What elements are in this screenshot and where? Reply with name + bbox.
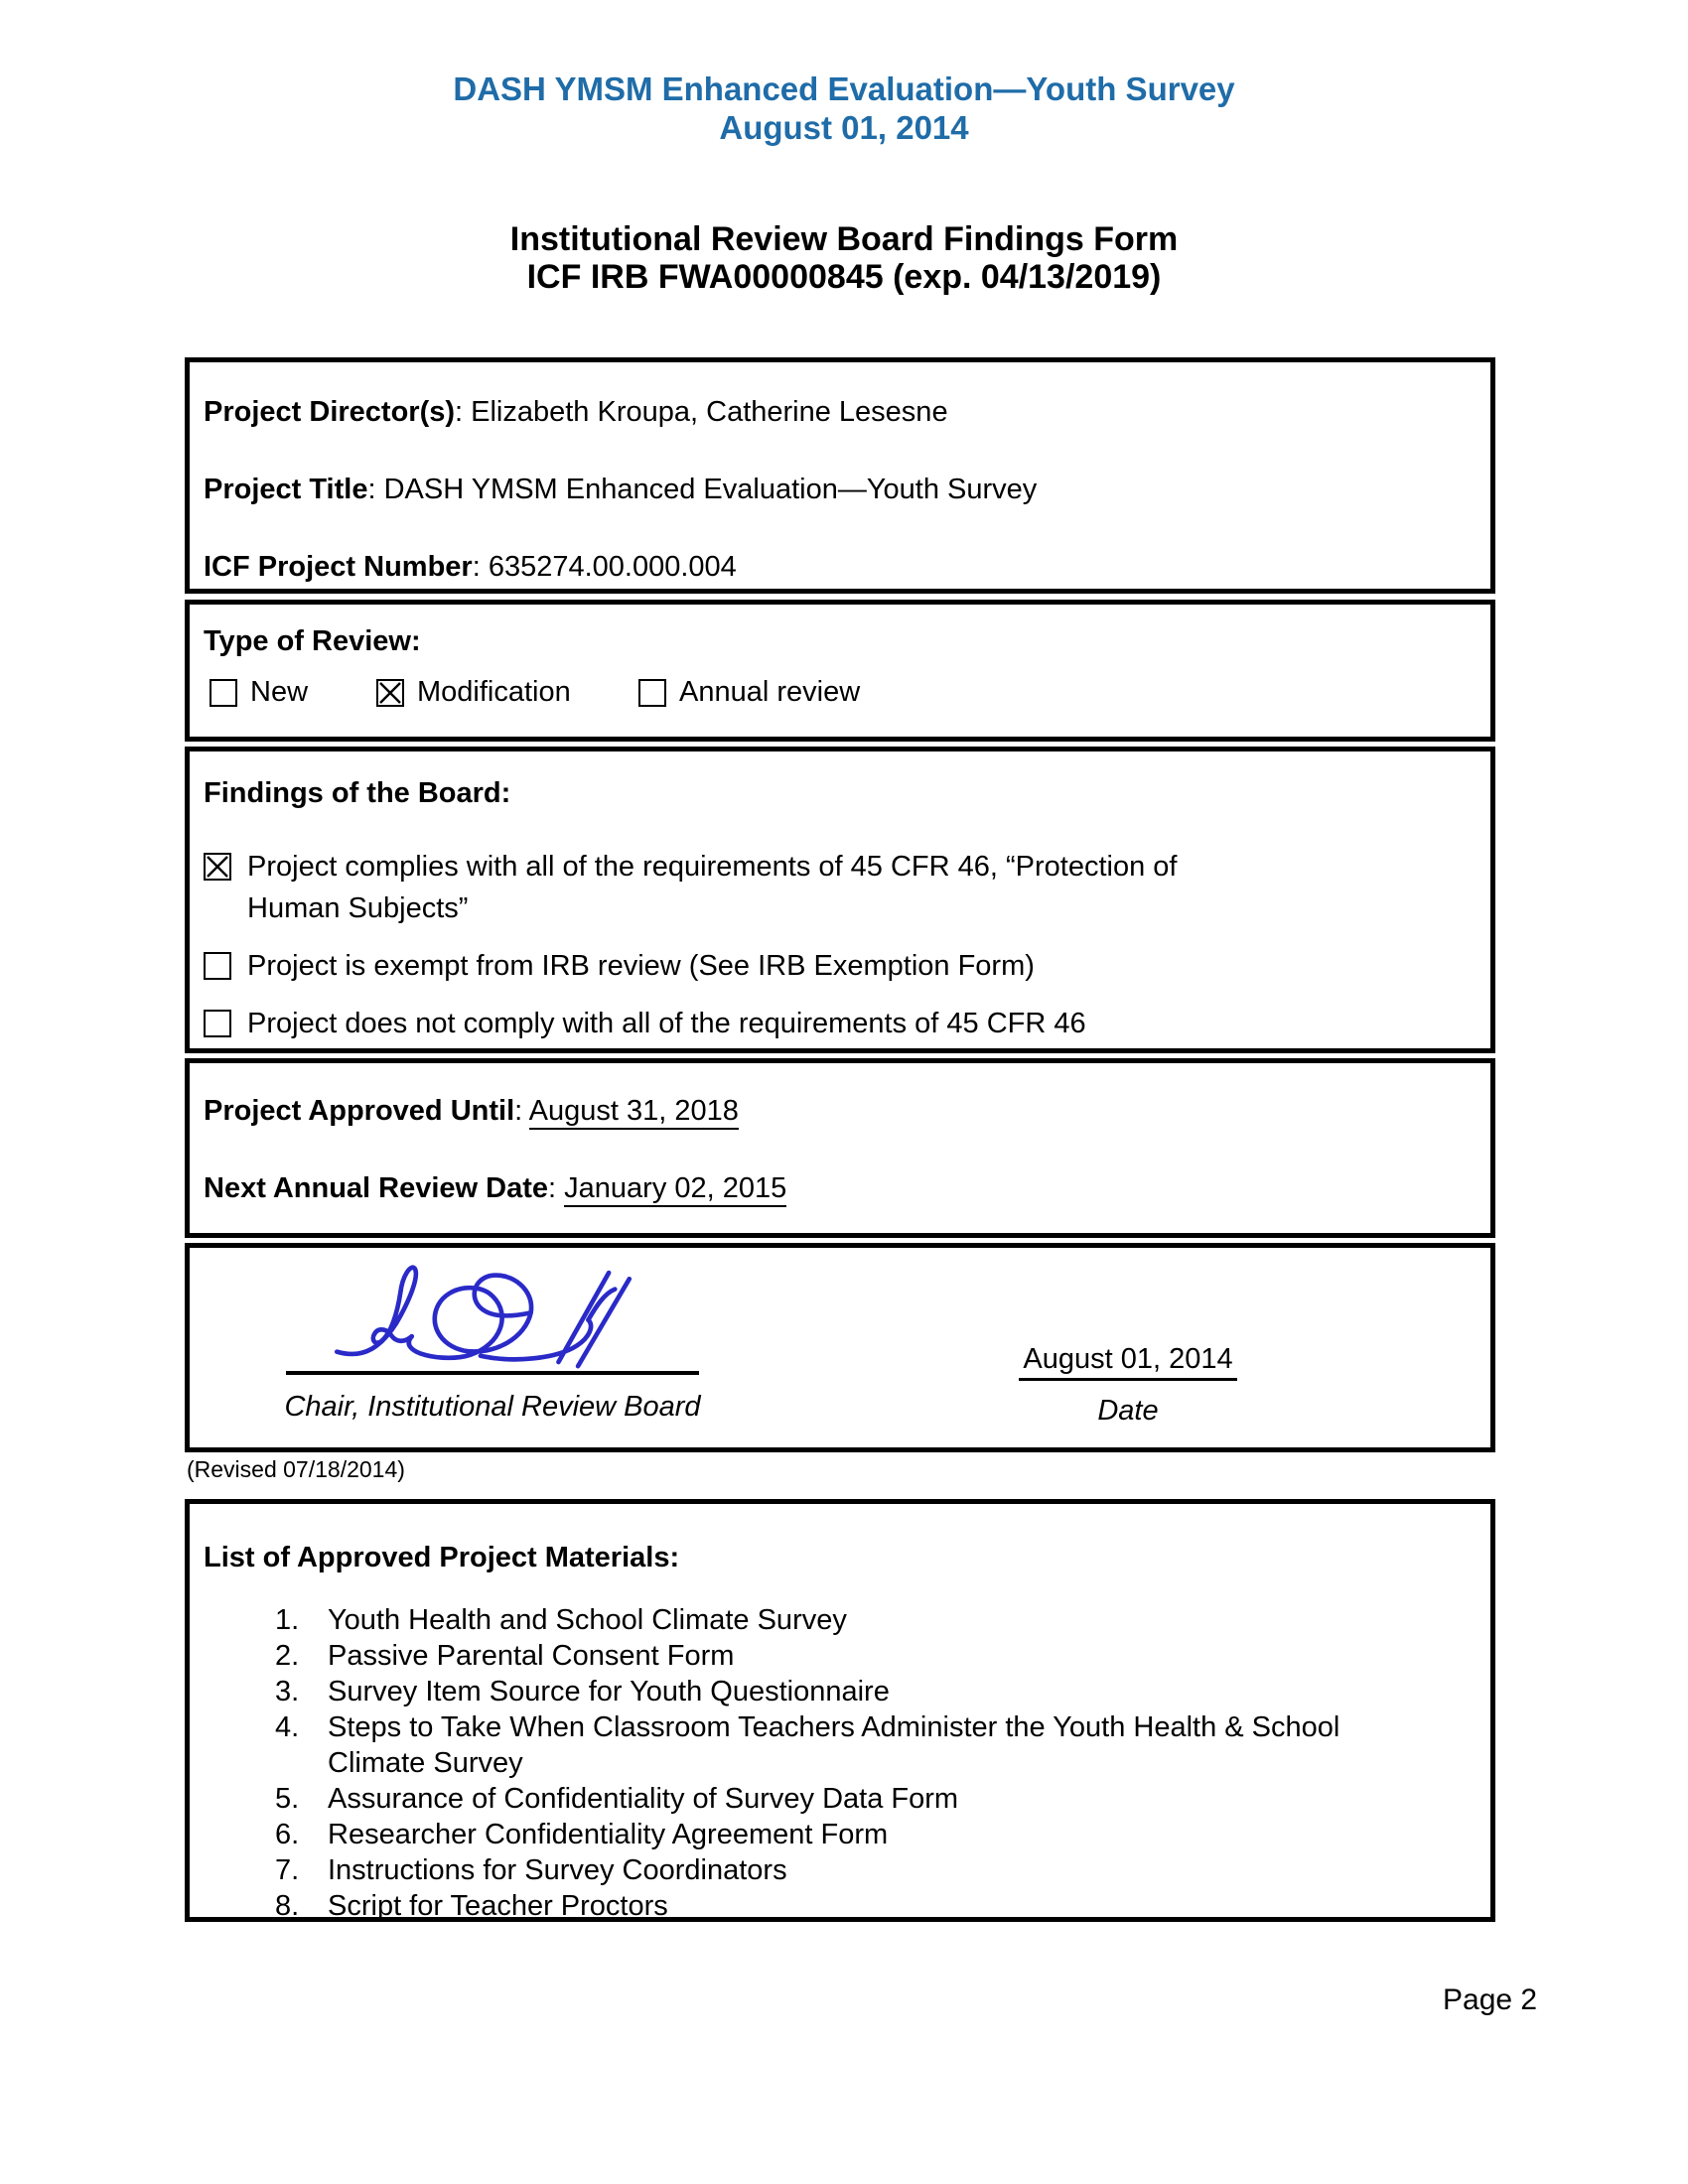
item-number: 8. xyxy=(275,1890,300,1922)
checkbox-modification[interactable] xyxy=(376,679,404,707)
item-number: 6. xyxy=(275,1819,300,1850)
list-item xyxy=(275,1781,1473,1817)
next-review-row: Next Annual Review Date: January 02, 2015 xyxy=(204,1171,1473,1205)
finding-complies-label: Project complies with all of the requirements of 45 CFR 46, “Protection of Human Subjects” xyxy=(247,851,1178,924)
item-number: 4. xyxy=(275,1711,300,1743)
type-of-review-box xyxy=(185,600,1495,742)
materials-box xyxy=(185,1499,1495,1922)
approved-until-label: Project Approved Until xyxy=(204,1095,515,1127)
approved-until-value: August 31, 2018 xyxy=(529,1095,739,1130)
x-mark-icon xyxy=(206,855,229,879)
approval-box xyxy=(185,1058,1495,1238)
list-item xyxy=(275,1852,1473,1888)
checkbox-annual-review[interactable] xyxy=(638,679,666,707)
checkbox-complies[interactable] xyxy=(204,853,231,881)
findings-heading: Findings of the Board: xyxy=(204,777,511,809)
materials-list xyxy=(204,1602,1473,1924)
form-title-line2: ICF IRB FWA00000845 (exp. 04/13/2019) xyxy=(526,258,1162,296)
option-annual-review-label: Annual review xyxy=(679,676,861,708)
item-text: Script for Teacher Proctors xyxy=(328,1890,668,1922)
form-title xyxy=(0,220,1688,296)
list-item xyxy=(275,1638,1473,1674)
project-director-label: Project Director(s) xyxy=(204,396,456,428)
item-text: Researcher Confidentiality Agreement Form xyxy=(328,1819,889,1850)
project-title-value: DASH YMSM Enhanced Evaluation—Youth Survey xyxy=(383,474,1038,505)
finding-noncompliant xyxy=(204,1003,1473,1044)
project-director-value: Elizabeth Kroupa, Catherine Lesesne xyxy=(471,396,948,428)
list-item xyxy=(275,1817,1473,1852)
approved-until-row: Project Approved Until: August 31, 2018 xyxy=(204,1094,1473,1128)
signer-title: Chair, Institutional Review Board xyxy=(284,1391,701,1423)
findings-box xyxy=(185,747,1495,1053)
project-number-label: ICF Project Number xyxy=(204,551,473,583)
running-header xyxy=(0,69,1688,147)
project-director-row xyxy=(204,395,1473,429)
item-text: Youth Health and School Climate Survey xyxy=(328,1604,847,1636)
checkbox-noncompliant[interactable] xyxy=(204,1010,231,1037)
finding-complies xyxy=(204,846,1473,929)
item-text: Passive Parental Consent Form xyxy=(328,1640,735,1672)
item-number: 2. xyxy=(275,1640,300,1672)
project-number-value: 635274.00.000.004 xyxy=(488,551,737,583)
signature-date-label: Date xyxy=(1097,1395,1159,1427)
signature-line xyxy=(286,1371,699,1375)
project-info-box xyxy=(185,357,1495,594)
project-title-label: Project Title xyxy=(204,474,368,505)
checkbox-exempt[interactable] xyxy=(204,952,231,980)
signature-box xyxy=(185,1243,1495,1452)
colon: : xyxy=(472,551,489,583)
revised-note: (Revised 07/18/2014) xyxy=(187,1456,405,1482)
list-item xyxy=(275,1709,1473,1781)
item-number: 7. xyxy=(275,1854,300,1886)
list-item xyxy=(275,1888,1473,1924)
finding-exempt xyxy=(204,945,1473,987)
item-number: 1. xyxy=(275,1604,300,1636)
list-item xyxy=(275,1674,1473,1709)
running-header-line1: DASH YMSM Enhanced Evaluation—Youth Survey xyxy=(453,70,1235,107)
project-title-row xyxy=(204,473,1473,506)
item-text: Survey Item Source for Youth Questionnaire xyxy=(328,1676,890,1707)
option-new-label: New xyxy=(250,676,309,708)
signature-date-block xyxy=(1019,1343,1237,1428)
checkbox-new[interactable] xyxy=(210,679,237,707)
option-annual-review xyxy=(638,676,860,709)
next-review-value: January 02, 2015 xyxy=(564,1172,786,1207)
signature-date-value: August 01, 2014 xyxy=(1019,1343,1236,1381)
project-number-row xyxy=(204,550,1473,584)
item-number: 5. xyxy=(275,1783,300,1815)
type-of-review-heading: Type of Review: xyxy=(204,625,421,657)
finding-noncompliant-label: Project does not comply with all of the requirements of 45 CFR 46 xyxy=(247,1008,1086,1039)
option-new xyxy=(210,676,308,709)
item-text: Instructions for Survey Coordinators xyxy=(328,1854,787,1886)
option-modification xyxy=(376,676,571,709)
option-modification-label: Modification xyxy=(417,676,571,708)
item-number: 3. xyxy=(275,1676,300,1707)
colon: : xyxy=(367,474,384,505)
next-review-label: Next Annual Review Date xyxy=(204,1172,549,1204)
colon: : xyxy=(455,396,472,428)
form-title-line1: Institutional Review Board Findings Form xyxy=(509,220,1179,258)
page-number: Page 2 xyxy=(1443,1983,1538,2016)
list-item xyxy=(275,1602,1473,1638)
x-mark-icon xyxy=(378,681,402,705)
materials-heading: List of Approved Project Materials: xyxy=(204,1542,680,1573)
signature-ink xyxy=(329,1262,636,1371)
running-header-line2: August 01, 2014 xyxy=(719,109,969,146)
item-text: Assurance of Confidentiality of Survey Data Form xyxy=(328,1783,959,1815)
type-of-review-options xyxy=(190,676,1490,716)
finding-exempt-label: Project is exempt from IRB review (See IRB Exemption Form) xyxy=(247,950,1035,982)
item-text: Steps to Take When Classroom Teachers Administer the Youth Health & School Climate Survey xyxy=(328,1711,1340,1779)
